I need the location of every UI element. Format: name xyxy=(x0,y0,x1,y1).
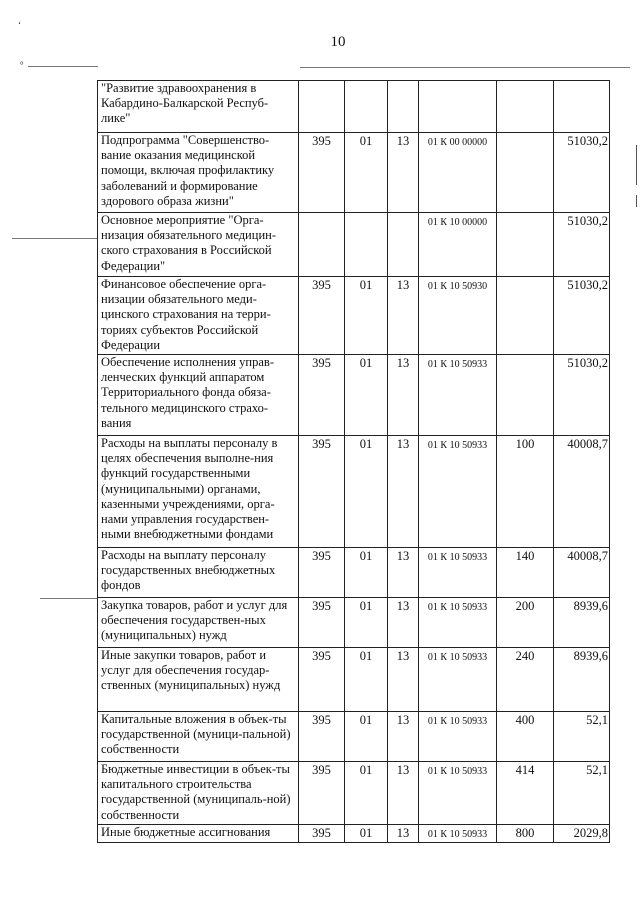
cell-pr: 13 xyxy=(388,712,419,762)
cell-amount: 8939,6 xyxy=(554,648,610,712)
cell-name: Расходы на выплату персоналу государственных внебюджетных фондов xyxy=(98,548,299,598)
cell-name: Расходы на выплаты персоналу в целях обеспечения выполне-ния функций государственными (муниципальными) органами, казенными учреждениями, орга-нами управления государствен-ными внебюджетными фондами xyxy=(98,436,299,548)
cell-amount: 8939,6 xyxy=(554,598,610,648)
cell-amount: 51030,2 xyxy=(554,133,610,213)
cell-vr: 240 xyxy=(497,648,554,712)
cell-amount: 51030,2 xyxy=(554,277,610,355)
cell-name: Иные бюджетные ассигнования xyxy=(98,825,299,843)
cell-pr: 13 xyxy=(388,825,419,843)
cell-pr: 13 xyxy=(388,355,419,436)
cell-csr: 01 К 10 50933 xyxy=(419,712,497,762)
cell-ved xyxy=(299,81,345,133)
cell-pr: 13 xyxy=(388,133,419,213)
cell-amount: 51030,2 xyxy=(554,213,610,277)
cell-vr xyxy=(497,213,554,277)
cell-name: Иные закупки товаров, работ и услуг для обеспечения государ-ственных (муниципальных) нужд xyxy=(98,648,299,712)
cell-pr: 13 xyxy=(388,598,419,648)
cell-vr xyxy=(497,133,554,213)
margin-mark-bottom: ° xyxy=(20,60,24,70)
cell-rz: 01 xyxy=(345,133,388,213)
cell-csr: 01 К 10 50933 xyxy=(419,762,497,825)
cell-amount: 40008,7 xyxy=(554,548,610,598)
cell-vr: 140 xyxy=(497,548,554,598)
cell-pr: 13 xyxy=(388,648,419,712)
cell-vr xyxy=(497,277,554,355)
cell-vr: 414 xyxy=(497,762,554,825)
page-number: 10 xyxy=(330,34,346,50)
cell-vr: 200 xyxy=(497,598,554,648)
margin-mark-top: ‘ xyxy=(18,20,21,30)
cell-csr: 01 К 10 50933 xyxy=(419,598,497,648)
table-row xyxy=(98,598,610,648)
cell-ved: 395 xyxy=(299,762,345,825)
cell-csr: 01 К 10 50933 xyxy=(419,355,497,436)
budget-table xyxy=(97,80,610,843)
cell-rz: 01 xyxy=(345,762,388,825)
cell-csr: 01 К 10 50930 xyxy=(419,277,497,355)
cell-amount: 40008,7 xyxy=(554,436,610,548)
cell-ved: 395 xyxy=(299,548,345,598)
cell-rz: 01 xyxy=(345,598,388,648)
cell-amount: 2029,8 xyxy=(554,825,610,843)
cell-name: Обеспечение исполнения управ-ленческих функций аппаратом Территориального фонда обяза-тельного медицинского страхо-вания xyxy=(98,355,299,436)
cell-csr: 01 К 10 00000 xyxy=(419,213,497,277)
cell-rz xyxy=(345,81,388,133)
cell-csr: 01 К 00 00000 xyxy=(419,133,497,213)
cell-ved: 395 xyxy=(299,825,345,843)
cell-vr: 100 xyxy=(497,436,554,548)
table-row xyxy=(98,355,610,436)
table-row xyxy=(98,436,610,548)
cell-vr: 800 xyxy=(497,825,554,843)
cell-ved xyxy=(299,213,345,277)
table-row xyxy=(98,825,610,843)
cell-name: Закупка товаров, работ и услуг для обеспечения государствен-ных (муниципальных) нужд xyxy=(98,598,299,648)
cell-ved: 395 xyxy=(299,712,345,762)
scan-line-left-1 xyxy=(12,238,97,239)
cell-pr: 13 xyxy=(388,277,419,355)
cell-vr: 400 xyxy=(497,712,554,762)
cell-amount xyxy=(554,81,610,133)
table-row xyxy=(98,762,610,825)
cell-csr: 01 К 10 50933 xyxy=(419,825,497,843)
cell-amount: 52,1 xyxy=(554,762,610,825)
cell-vr xyxy=(497,81,554,133)
cell-ved: 395 xyxy=(299,133,345,213)
cell-rz: 01 xyxy=(345,548,388,598)
table-row xyxy=(98,277,610,355)
table-row xyxy=(98,213,610,277)
cell-name: Капитальные вложения в объек-ты государственной (муници-пальной) собственности xyxy=(98,712,299,762)
cell-name: Основное мероприятие "Орга-низация обязательного медицин-ского страхования в Российской Федерации" xyxy=(98,213,299,277)
scan-line-right-edge-2 xyxy=(636,195,637,207)
cell-csr: 01 К 10 50933 xyxy=(419,648,497,712)
scan-line-right-edge xyxy=(636,145,637,185)
cell-ved: 395 xyxy=(299,277,345,355)
cell-name: Финансовое обеспечение орга-низации обязательного меди-цинского страхования на терри-ториях субъектов Российской Федерации xyxy=(98,277,299,355)
cell-rz: 01 xyxy=(345,648,388,712)
cell-name: Бюджетные инвестиции в объек-ты капитального строительства государственной (муниципаль-ной) собственности xyxy=(98,762,299,825)
cell-amount: 51030,2 xyxy=(554,355,610,436)
scan-line-top xyxy=(28,66,98,67)
cell-pr xyxy=(388,81,419,133)
cell-rz: 01 xyxy=(345,277,388,355)
table-row xyxy=(98,648,610,712)
table-row xyxy=(98,712,610,762)
cell-rz xyxy=(345,213,388,277)
table-row xyxy=(98,81,610,133)
cell-ved: 395 xyxy=(299,648,345,712)
cell-amount: 52,1 xyxy=(554,712,610,762)
cell-rz: 01 xyxy=(345,436,388,548)
cell-rz: 01 xyxy=(345,712,388,762)
table-row xyxy=(98,548,610,598)
cell-ved: 395 xyxy=(299,355,345,436)
cell-ved: 395 xyxy=(299,436,345,548)
table-row xyxy=(98,133,610,213)
cell-csr: 01 К 10 50933 xyxy=(419,436,497,548)
scan-line-top-right xyxy=(300,67,630,68)
cell-pr: 13 xyxy=(388,548,419,598)
cell-csr xyxy=(419,81,497,133)
cell-name: "Развитие здравоохранения в Кабардино-Балкарской Респуб-лике" xyxy=(98,81,299,133)
cell-rz: 01 xyxy=(345,355,388,436)
cell-rz: 01 xyxy=(345,825,388,843)
cell-ved: 395 xyxy=(299,598,345,648)
cell-name: Подпрограмма "Совершенство-вание оказания медицинской помощи, включая профилактику заболеваний и формирование здорового образа жизни" xyxy=(98,133,299,213)
cell-pr xyxy=(388,213,419,277)
cell-pr: 13 xyxy=(388,436,419,548)
cell-vr xyxy=(497,355,554,436)
scan-line-left-2 xyxy=(40,598,97,599)
cell-pr: 13 xyxy=(388,762,419,825)
cell-csr: 01 К 10 50933 xyxy=(419,548,497,598)
